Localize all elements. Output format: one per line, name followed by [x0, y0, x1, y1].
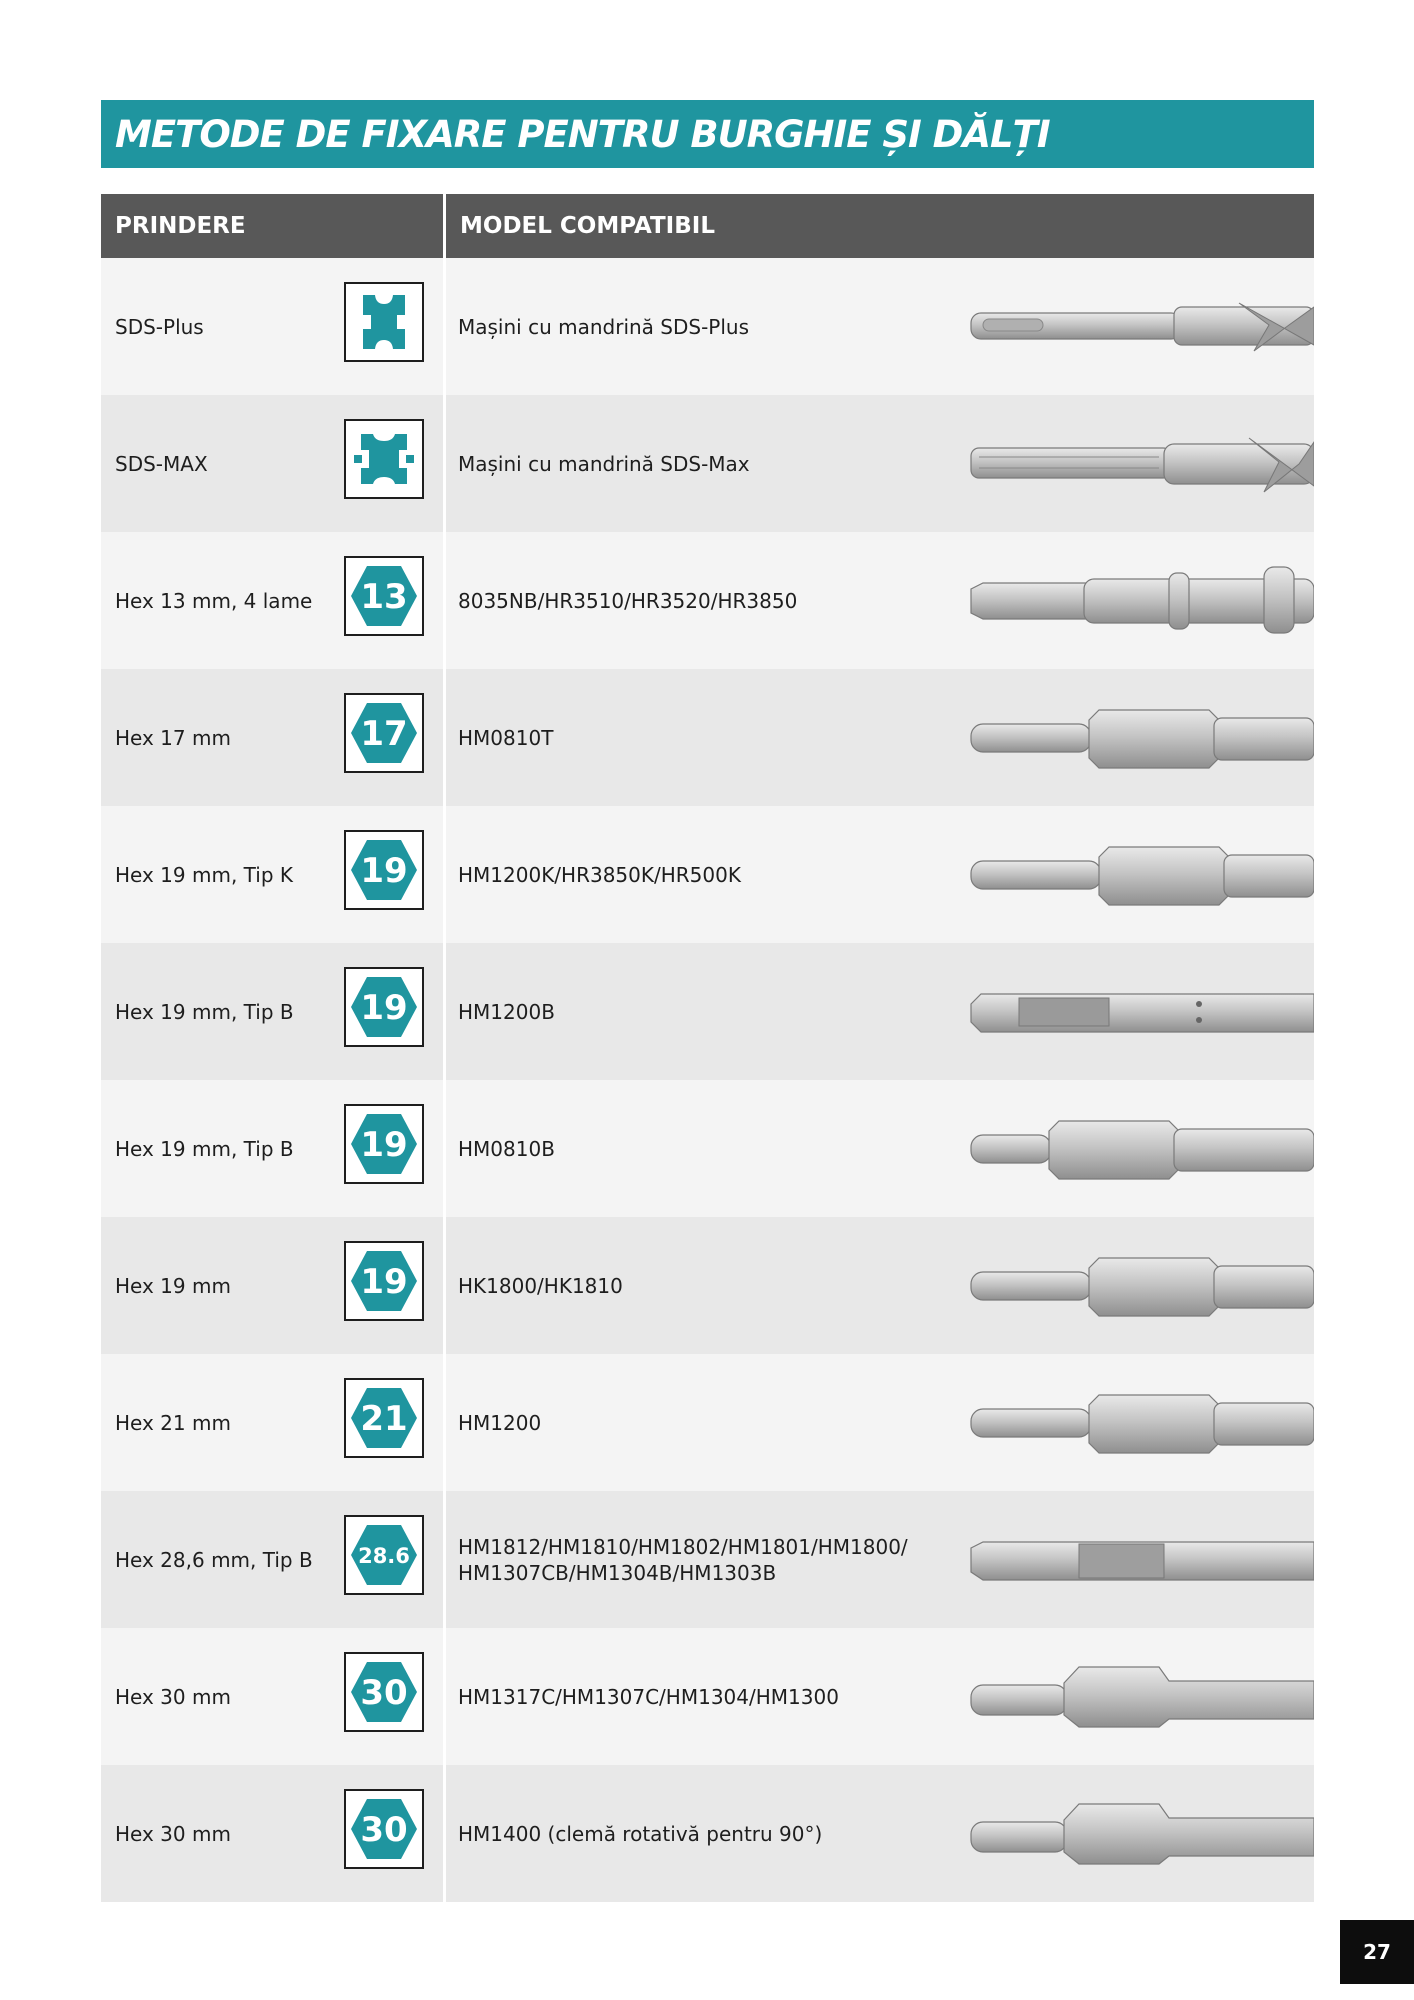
model-cell — [446, 1628, 1314, 1765]
table-body — [101, 258, 1314, 1902]
hex-28-shank-image — [969, 1518, 1314, 1600]
hex-icon — [344, 967, 424, 1047]
fixing-name: Hex 30 mm — [115, 1684, 231, 1709]
table-row — [101, 395, 1314, 532]
sds-plus-icon — [344, 282, 424, 362]
hex-17-shank-image — [969, 696, 1314, 778]
hex-size-label: 30 — [360, 1810, 408, 1850]
fixing-name: Hex 19 mm — [115, 1273, 231, 1298]
hex-21-shank-image — [969, 1381, 1314, 1463]
compatible-model: HM0810T — [458, 725, 554, 750]
fixing-methods-table — [101, 194, 1314, 1902]
fixing-name: SDS-Plus — [115, 314, 204, 339]
model-cell — [446, 258, 1314, 395]
sds-max-drill-bit-image — [969, 422, 1314, 504]
sds-plus-drill-bit-image — [969, 285, 1314, 367]
hex-size-label: 30 — [360, 1673, 408, 1713]
hex-size-label: 28.6 — [358, 1544, 410, 1568]
table-header — [101, 194, 1314, 258]
fixing-name: Hex 28,6 mm, Tip B — [115, 1547, 313, 1572]
column-header-model: MODEL COMPATIBIL — [446, 194, 1314, 258]
fixing-name: Hex 19 mm, Tip B — [115, 999, 294, 1024]
table-row — [101, 943, 1314, 1080]
fixing-cell — [101, 669, 443, 806]
model-cell — [446, 1080, 1314, 1217]
compatible-model: HM0810B — [458, 1136, 555, 1161]
fixing-cell — [101, 1628, 443, 1765]
fixing-cell — [101, 1765, 443, 1902]
fixing-name: Hex 19 mm, Tip B — [115, 1136, 294, 1161]
table-row — [101, 669, 1314, 806]
table-row — [101, 532, 1314, 669]
hex-size-label: 21 — [360, 1399, 408, 1439]
fixing-cell — [101, 1354, 443, 1491]
table-row — [101, 1765, 1314, 1902]
hex-icon — [344, 556, 424, 636]
page-number: 27 — [1340, 1920, 1414, 1984]
fixing-cell — [101, 806, 443, 943]
model-cell — [446, 669, 1314, 806]
column-header-prindere: PRINDERE — [101, 194, 443, 258]
hex-size-label: 19 — [360, 851, 408, 891]
hex-icon — [344, 1652, 424, 1732]
compatible-model: HM1200 — [458, 1410, 542, 1435]
page-title: METODE DE FIXARE PENTRU BURGHIE ȘI DĂLȚI — [115, 112, 1050, 156]
model-cell — [446, 1217, 1314, 1354]
fixing-cell — [101, 943, 443, 1080]
table-row — [101, 1080, 1314, 1217]
fixing-cell — [101, 1080, 443, 1217]
hex-icon — [344, 1515, 424, 1595]
fixing-name: Hex 30 mm — [115, 1821, 231, 1846]
hex-19b-shank-image — [969, 970, 1314, 1052]
hex-icon — [344, 1104, 424, 1184]
fixing-name: SDS-MAX — [115, 451, 208, 476]
fixing-name: Hex 17 mm — [115, 725, 231, 750]
fixing-cell — [101, 395, 443, 532]
hex-13-shank-image — [969, 559, 1314, 641]
fixing-cell — [101, 1491, 443, 1628]
hex-icon — [344, 1378, 424, 1458]
hex-size-label: 19 — [360, 988, 408, 1028]
fixing-cell — [101, 532, 443, 669]
model-cell — [446, 943, 1314, 1080]
compatible-model: Mașini cu mandrină SDS-Max — [458, 451, 750, 476]
table-row — [101, 1217, 1314, 1354]
compatible-model: HM1200B — [458, 999, 555, 1024]
table-row — [101, 806, 1314, 943]
model-cell — [446, 1491, 1314, 1628]
model-cell — [446, 1765, 1314, 1902]
compatible-model: HK1800/HK1810 — [458, 1273, 623, 1298]
compatible-model: HM1200K/HR3850K/HR500K — [458, 862, 741, 887]
compatible-model: 8035NB/HR3510/HR3520/HR3850 — [458, 588, 798, 613]
hex-19b-shank-alt-image — [969, 1107, 1314, 1189]
title-bar — [101, 100, 1314, 168]
table-row — [101, 1354, 1314, 1491]
table-row — [101, 1628, 1314, 1765]
model-cell — [446, 806, 1314, 943]
table-row — [101, 1491, 1314, 1628]
model-cell — [446, 1354, 1314, 1491]
fixing-name: Hex 21 mm — [115, 1410, 231, 1435]
hex-icon — [344, 1241, 424, 1321]
compatible-model: Mașini cu mandrină SDS-Plus — [458, 314, 750, 339]
hex-size-label: 19 — [360, 1125, 408, 1165]
fixing-name: Hex 13 mm, 4 lame — [115, 588, 313, 613]
hex-30-shank-alt-image — [969, 1792, 1314, 1874]
hex-30-shank-image — [969, 1655, 1314, 1737]
compatible-model: HM1812/HM1810/HM1802/HM1801/HM1800/ HM1307CB/HM1304B/HM1303B — [458, 1534, 908, 1585]
compatible-model: HM1317C/HM1307C/HM1304/HM1300 — [458, 1684, 839, 1709]
hex-size-label: 17 — [360, 714, 408, 754]
fixing-cell — [101, 1217, 443, 1354]
fixing-cell — [101, 258, 443, 395]
hex-size-label: 13 — [360, 577, 408, 617]
hex-icon — [344, 1789, 424, 1869]
fixing-name: Hex 19 mm, Tip K — [115, 862, 293, 887]
hex-19-shank-image — [969, 1244, 1314, 1326]
model-cell — [446, 395, 1314, 532]
hex-icon — [344, 830, 424, 910]
hex-19k-shank-image — [969, 833, 1314, 915]
model-cell — [446, 532, 1314, 669]
hex-icon — [344, 693, 424, 773]
compatible-model: HM1400 (clemă rotativă pentru 90°) — [458, 1821, 823, 1846]
table-row — [101, 258, 1314, 395]
sds-max-icon — [344, 419, 424, 499]
hex-size-label: 19 — [360, 1262, 408, 1302]
